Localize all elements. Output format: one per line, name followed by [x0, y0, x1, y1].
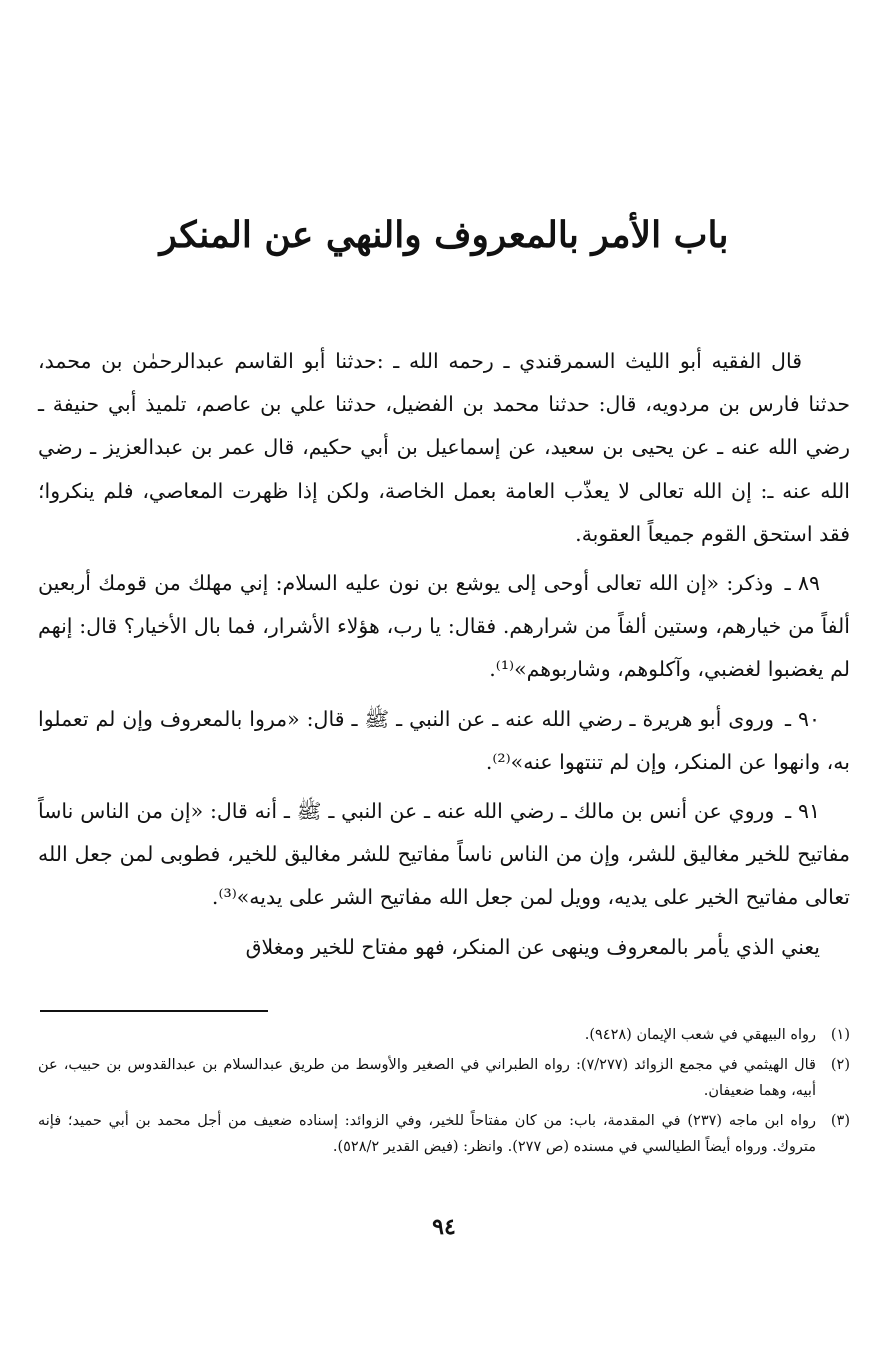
footnote-separator [40, 1010, 268, 1012]
intro-paragraph: قال الفقيه أبو الليث السمرقندي ـ رحمه الله ـ :حدثنا أبو القاسم عبدالرحمٰن بن محمد، حدثنا فارس بن مردويه، قال: حدثنا محمد بن الفضيل، حدثنا علي بن عاصم، تلميذ أبي حنيفة ـ رضي الله عنه ـ عن يحيى بن سعيد، عن إسماعيل بن أبي حكيم، قال عمر بن عبدالعزيز ـ رضي الله عنه ـ: إن الله تعالى لا يعذّب العامة بعمل الخاصة، ولكن إذا ظهرت المعاصي، فلم ينكروا؛ فقد استحق القوم جميعاً العقوبة. [38, 349, 850, 546]
footnote-3 [38, 1108, 850, 1161]
footnote-2 [38, 1052, 850, 1105]
chapter-title: باب الأمر بالمعروف والنهي عن المنكر [159, 214, 729, 257]
paragraph-number: ٨٩ ـ [784, 571, 820, 596]
paragraph-number: ٩٠ ـ [784, 706, 820, 731]
main-text [38, 340, 850, 975]
hadith-paragraph-91 [38, 790, 850, 920]
footnote-text: رواه البيهقي في شعب الإيمان (٩٤٢٨). [584, 1027, 816, 1043]
footnotes [38, 1022, 850, 1164]
footnote-number: (٢) [830, 1056, 850, 1073]
footnote-text: رواه ابن ماجه (٢٣٧) في المقدمة، باب: من كان مفتاحاً للخير، وفي الزوائد: إسناده ضعيف من أجل محمد بن أبي حميد؛ فإنه متروك. ورواه أيضاً الطيالسي في مسنده (ص ٢٧٧). وانظر: (فيض القدير ٥٢٨/٢). [38, 1112, 817, 1155]
paragraph-text: وذكر: «إن الله تعالى أوحى إلى يوشع بن نون عليه السلام: إني مهلك من قومك أربعين ألفاً من خيارهم، وستين ألفاً من شرارهم. فقال: يا رب، هؤلاء الأشرار، فما بال الأخيار؟ قال: إنهم لم يغضبوا لغضبي، وآكلوهم، وشاربوهم»⁽¹⁾. [38, 571, 850, 682]
footnote-text: قال الهيثمي في مجمع الزوائد (٧/٢٧٧): رواه الطبراني في الصغير والأوسط من طريق عبدالسلام بن عبدالقدوس بن حبيب، عن أبيه، وهما ضعيفان. [38, 1056, 816, 1099]
footnote-number: (١) [830, 1027, 850, 1043]
paragraph-number: ٩١ ـ [785, 799, 820, 824]
footnote-number: (٣) [830, 1112, 850, 1129]
hadith-paragraph-90 [38, 698, 850, 784]
hadith-paragraph-89 [38, 562, 850, 692]
footnote-1 [38, 1022, 850, 1049]
page-number: ٩٤ [432, 1214, 456, 1240]
paragraph-text: وروى أبو هريرة ـ رضي الله عنه ـ عن النبي ـ ﷺ ـ قال: «مروا بالمعروف وإن لم تعملوا به، وانهوا عن المنكر، وإن لم تنتهوا عنه»⁽²⁾. [38, 706, 850, 774]
paragraph-text: وروي عن أنس بن مالك ـ رضي الله عنه ـ عن النبي ـ ﷺ ـ أنه قال: «إن من الناس ناساً مفاتيح للخير مغاليق للشر، وإن من الناس ناساً مفاتيح للشر مغاليق للخير، فطوبى لمن جعل الله تعالى مفاتيح الخير على يديه، وويل لمن جعل الله مفاتيح الشر على يديه»⁽³⁾. [38, 799, 850, 910]
closing-paragraph: يعني الذي يأمر بالمعروف وينهى عن المنكر، فهو مفتاح للخير ومغلاق [245, 934, 820, 959]
